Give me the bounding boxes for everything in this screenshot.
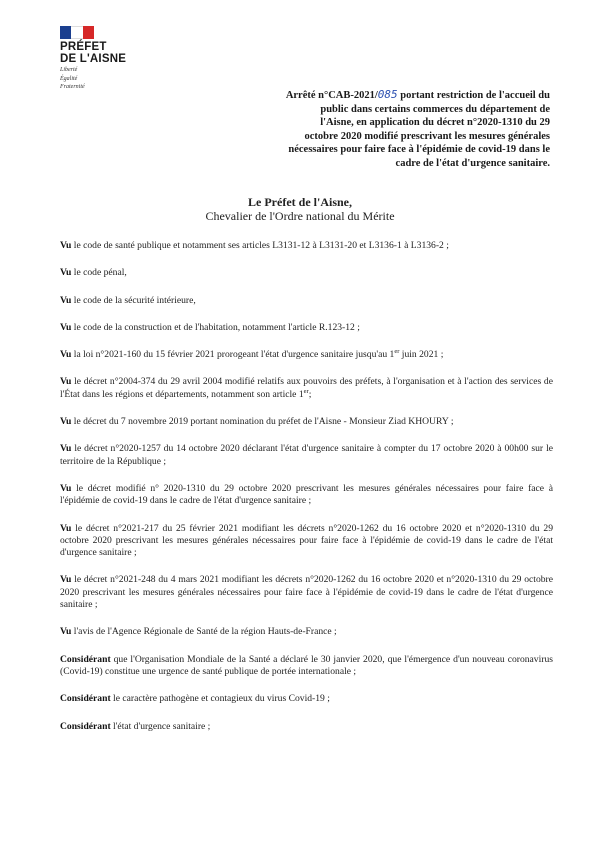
- paragraph-text: le code de la sécurité intérieure,: [71, 294, 196, 306]
- paragraph: [60, 376, 553, 401]
- paragraph-tail: ;: [308, 388, 312, 400]
- paragraph-lead: Vu: [60, 416, 72, 428]
- superscript: er: [303, 387, 309, 395]
- paragraph-lead: Considérant: [60, 653, 111, 665]
- paragraph: [60, 443, 553, 468]
- paragraph: [60, 721, 553, 733]
- prefecture-logo: [60, 26, 180, 91]
- paragraph-text: l'état d'urgence sanitaire ;: [110, 720, 211, 732]
- motto-3: Fraternité: [60, 84, 85, 90]
- signatory-block: [150, 196, 450, 223]
- paragraph-text: le décret modifié n° 2020-1310 du 29 octobre 2020 prescrivant les mesures générales nécessaires pour faire face à l'épidémie de covid-19 dans le cadre de l'état d'urgence sanitaire ;: [60, 482, 553, 507]
- paragraph-lead: Vu: [60, 294, 72, 306]
- paragraph: [60, 240, 553, 252]
- paragraph-lead: Vu: [60, 626, 72, 638]
- paragraph: [60, 654, 553, 679]
- paragraph: [60, 523, 553, 560]
- paragraph-text: le décret du 7 novembre 2019 portant nomination du préfet de l'Aisne - Monsieur Ziad KHOURY ;: [71, 416, 454, 428]
- paragraph-text: que l'Organisation Mondiale de la Santé a déclaré le 30 janvier 2020, que l'émergence d'un nouveau coronavirus (Covid-19) constitue une urgence de santé publique de portée internationale ;: [60, 653, 553, 677]
- paragraph: [60, 693, 553, 705]
- arrete-line: public dans certains commerces du département de: [320, 103, 550, 115]
- arrete-prefix: Arrêté n°CAB-2021/: [285, 90, 378, 101]
- document-body: [60, 240, 553, 733]
- arrete-heading: [258, 88, 550, 170]
- paragraph-lead: Vu: [60, 482, 72, 494]
- paragraph-lead: Vu: [60, 349, 72, 361]
- signatory-title: Le Préfet de l'Aisne,: [248, 195, 352, 209]
- paragraph-lead: Vu: [60, 321, 72, 333]
- paragraph-lead: Vu: [60, 443, 72, 455]
- paragraph-text: l'avis de l'Agence Régionale de Santé de la région Hauts-de-France ;: [71, 626, 337, 638]
- paragraph-text: le code pénal,: [71, 267, 127, 279]
- paragraph: [60, 267, 553, 279]
- paragraph-text: le décret n°2021-217 du 25 février 2021 modifiant les décrets n°2020-1262 du 16 octobre 2020 et n°2020-1310 du 29 octobre 2020 prescrivant les mesures générales nécessaires pour faire face à l'épidémie de covid-19 dans le cadre de l'état d'urgence sanitaire ;: [60, 522, 553, 559]
- paragraph-text: le décret n°2020-1257 du 14 octobre 2020 déclarant l'état d'urgence sanitaire à compter du 17 octobre 2020 à 00h00 sur le territoire de la République ;: [60, 443, 553, 467]
- paragraph-text: le code de santé publique et notamment ses articles L3131-12 à L3131-20 et L3136-1 à L3136-2 ;: [71, 240, 449, 251]
- paragraph-text: le caractère pathogène et contagieux du virus Covid-19 ;: [110, 693, 330, 705]
- paragraph-text: la loi n°2021-160 du 15 février 2021 prorogeant l'état d'urgence sanitaire jusqu'au 1: [71, 349, 395, 361]
- arrete-line: cadre de l'état d'urgence sanitaire.: [395, 157, 550, 169]
- paragraph: [60, 322, 553, 334]
- arrete-text-1: portant restriction de l'accueil du: [397, 90, 550, 101]
- paragraph-text: le décret n°2021-248 du 4 mars 2021 modifiant les décrets n°2020-1262 du 16 octobre 2020 et n°2020-1310 du 29 octobre 2020 prescrivant les mesures générales nécessaires pour faire face à l'épidémie de covid-19 dans le cadre de l'état d'urgence sanitaire ;: [60, 574, 553, 611]
- paragraph-text: le décret n°2004-374 du 29 avril 2004 modifié relatifs aux pouvoirs des préfets, à l'organisation et à l'action des services de l'État dans les régions et départements, notamment son article 1: [60, 376, 553, 400]
- marianne-flag-icon: [60, 26, 94, 39]
- paragraph-tail: juin 2021 ;: [399, 349, 444, 361]
- paragraph: [60, 626, 553, 638]
- paragraph-lead: Vu: [60, 267, 72, 279]
- paragraph: [60, 295, 553, 307]
- handwritten-number: 085: [377, 88, 398, 101]
- paragraph-lead: Vu: [60, 574, 72, 586]
- paragraph-lead: Vu: [60, 522, 72, 534]
- paragraph: [60, 483, 553, 508]
- paragraph: [60, 349, 553, 361]
- arrete-line: nécessaires pour faire face à l'épidémie de covid-19 dans le: [288, 144, 550, 155]
- paragraph: [60, 574, 553, 611]
- logo-line-2: DE L'AISNE: [60, 53, 127, 65]
- superscript: er: [394, 348, 400, 355]
- motto-1: Liberté: [60, 67, 78, 73]
- signatory-subtitle: Chevalier de l'Ordre national du Mérite: [205, 208, 395, 223]
- arrete-line: octobre 2020 modifié prescrivant les mesures générales: [304, 130, 550, 142]
- logo-line-1: PRÉFET: [60, 41, 107, 53]
- paragraph-text: le code de la construction et de l'habitation, notamment l'article R.123-12 ;: [71, 321, 360, 333]
- paragraph-lead: Vu: [60, 376, 72, 388]
- paragraph-lead: Vu: [60, 240, 72, 251]
- paragraph: [60, 416, 553, 428]
- arrete-line: l'Aisne, en application du décret n°2020-1310 du 29: [320, 117, 550, 128]
- paragraph-lead: Considérant: [60, 693, 111, 705]
- paragraph-lead: Considérant: [60, 720, 111, 732]
- motto-2: Égalité: [60, 75, 78, 82]
